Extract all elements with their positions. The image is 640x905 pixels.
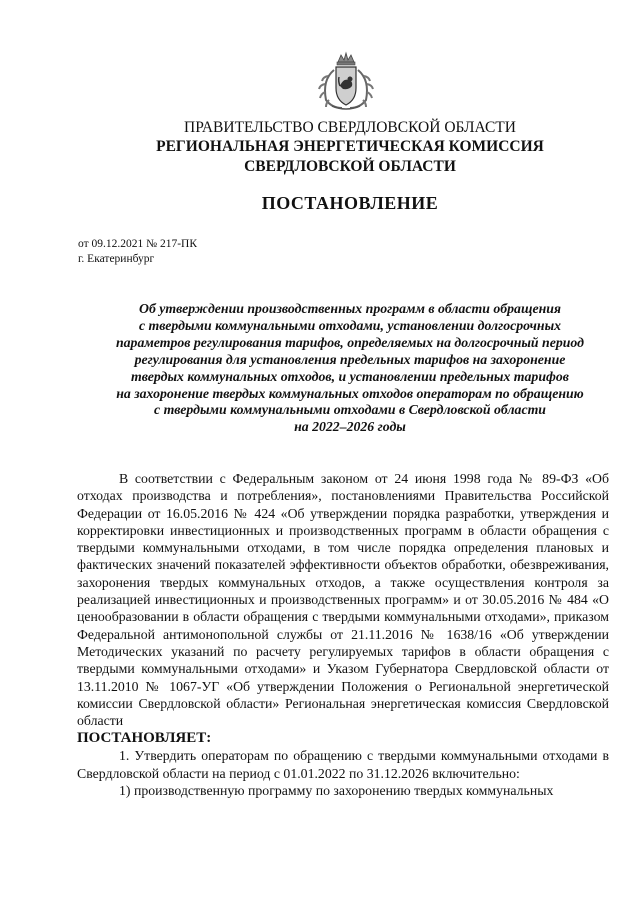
decree-heading: ПОСТАНОВЛЯЕТ: <box>77 730 212 747</box>
title-line: Об утверждении производственных программ в области обращения <box>138 301 562 316</box>
document-body <box>77 470 609 799</box>
title-line: твердых коммунальных отходов, и установлении предельных тарифов <box>131 368 569 384</box>
commission-name: РЕГИОНАЛЬНАЯ ЭНЕРГЕТИЧЕСКАЯ КОМИССИЯ <box>156 138 544 155</box>
title-line: параметров регулирования тарифов, определяемых на долгосрочный период <box>115 334 584 350</box>
item-1-1-paragraph: 1) производственную программу по захоронению твердых коммунальных <box>119 783 554 799</box>
title-line: на 2022–2026 годы <box>294 419 406 435</box>
title-line: на захоронение твердых коммунальных отходов операторам по обращению <box>116 385 584 401</box>
document-date-number: от 09.12.2021 № 217-ПК <box>78 238 198 250</box>
document-city: г. Екатеринбург <box>78 253 155 265</box>
commission-region: СВЕРДЛОВСКОЙ ОБЛАСТИ <box>244 158 456 175</box>
government-name: ПРАВИТЕЛЬСТВО СВЕРДЛОВСКОЙ ОБЛАСТИ <box>184 119 516 136</box>
coat-of-arms-emblem <box>316 50 376 112</box>
document-type: ПОСТАНОВЛЕНИЕ <box>261 193 439 213</box>
title-line: с твердыми коммунальными отходами в Свердловской области <box>154 402 546 418</box>
item-1-paragraph: 1. Утвердить операторам по обращению с твердыми коммунальными отходами в Свердловской области на период с 01.01.2022 по 31.12.2026 включительно: <box>77 748 609 781</box>
preamble-paragraph: В соответствии с Федеральным законом от 24 июня 1998 года № 89-ФЗ «Об отходах производства и потребления», постановлениями Правительства Российской Федерации от 16.05.2016 № 424 «Об утверждении порядка разработки, утверждения и корректировки инвестиционных и производственных программ в области обращения с твердыми коммунальными отходами, в том числе порядка определения плановых и фактических значений показателей эффективности объектов обработки, обезвреживания, захоронения твердых коммунальных отходов, а также осуществления контроля за реализацией инвестиционных и производственных программ» и от 30.05.2016 № 484 «О ценообразовании в области обращения с твердыми коммунальными отходами», приказом Федеральной антимонопольной службы от 21.11.2016 № 1638/16 «Об утверждении Методических указаний по расчету регулируемых тарифов в области обращения с твердыми коммунальными отходами» и Указом Губернатора Свердловской области от 13.11.2010 № 1067-УГ «Об утверждении Положения о Региональной энергетической комиссии Свердловской области» Региональная энергетическая комиссия Свердловской области <box>77 471 609 729</box>
document-title <box>60 301 640 436</box>
title-line: регулирования для установления предельных тарифов на захоронение <box>134 351 566 367</box>
title-line: с твердыми коммунальными отходами, установлении долгосрочных <box>138 317 562 333</box>
